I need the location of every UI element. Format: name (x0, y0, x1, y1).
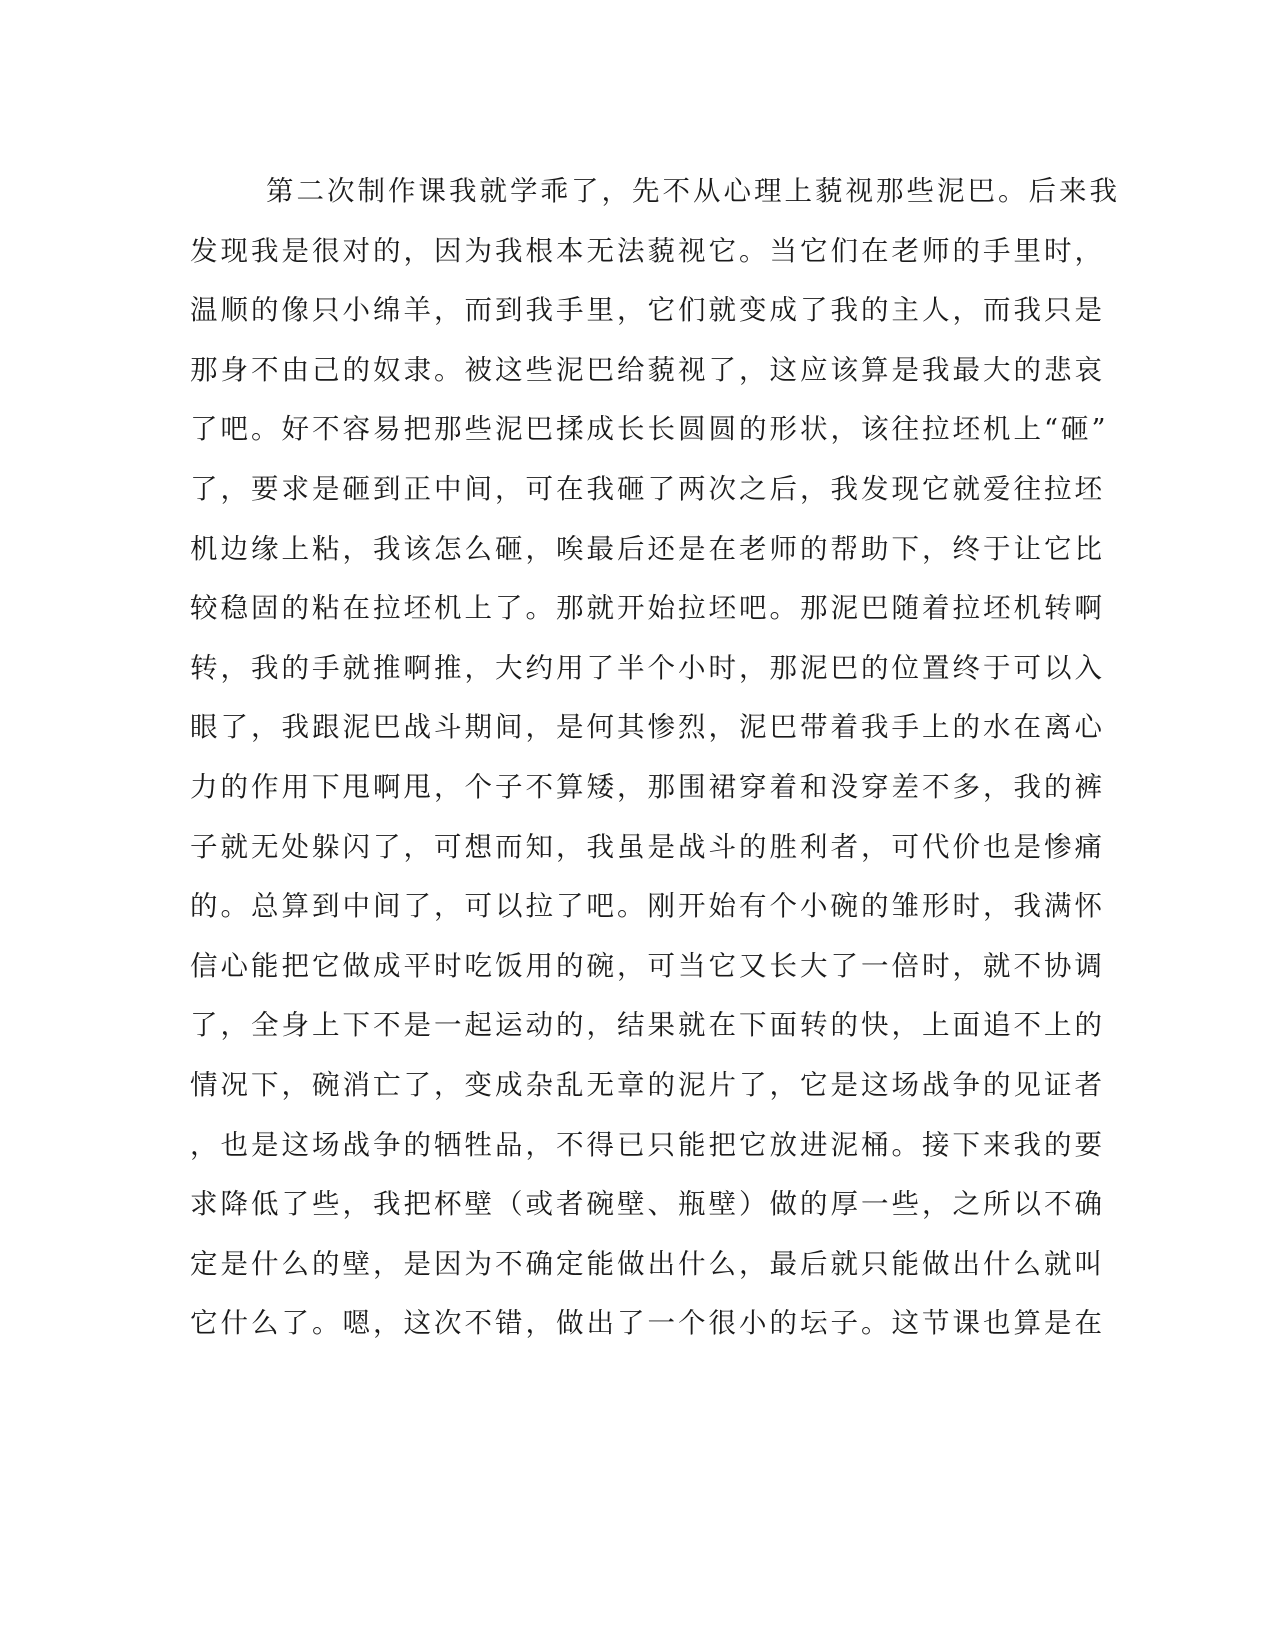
text-line: 它什么了。嗯，这次不错，做出了一个很小的坛子。这节课也算是在 (190, 1307, 1105, 1340)
text-line: 了，要求是砸到正中间，可在我砸了两次之后，我发现它就爱往拉坯 (190, 472, 1105, 505)
text-line: 了，全身上下不是一起运动的，结果就在下面转的快，上面追不上的 (190, 1009, 1105, 1042)
text-line: 求降低了些，我把杯壁（或者碗壁、瓶壁）做的厚一些，之所以不确 (190, 1188, 1105, 1221)
text-line: 温顺的像只小绵羊，而到我手里，它们就变成了我的主人，而我只是 (190, 294, 1105, 327)
text-line: ，也是这场战争的牺牲品，不得已只能把它放进泥桶。接下来我的要 (190, 1128, 1105, 1161)
text-line: 那身不由己的奴隶。被这些泥巴给藐视了，这应该算是我最大的悲哀 (190, 353, 1105, 386)
text-line: 子就无处躲闪了，可想而知，我虽是战斗的胜利者，可代价也是惨痛 (190, 830, 1105, 863)
text-line: 的。总算到中间了，可以拉了吧。刚开始有个小碗的雏形时，我满怀 (190, 890, 1105, 923)
text-line: 眼了，我跟泥巴战斗期间，是何其惨烈，泥巴带着我手上的水在离心 (190, 711, 1105, 744)
text-line: 力的作用下甩啊甩，个子不算矮，那围裙穿着和没穿差不多，我的裤 (190, 770, 1105, 803)
text-line: 定是什么的壁，是因为不确定能做出什么，最后就只能做出什么就叫 (190, 1247, 1105, 1280)
text-line: 信心能把它做成平时吃饭用的碗，可当它又长大了一倍时，就不协调 (190, 949, 1105, 982)
text-line: 转，我的手就推啊推，大约用了半个小时，那泥巴的位置终于可以入 (190, 651, 1105, 684)
text-line: 情况下，碗消亡了，变成杂乱无章的泥片了，它是这场战争的见证者 (190, 1068, 1105, 1101)
text-line: 发现我是很对的，因为我根本无法藐视它。当它们在老师的手里时， (190, 234, 1105, 267)
body-paragraph (190, 162, 1120, 1354)
text-line: 机边缘上粘，我该怎么砸，唉最后还是在老师的帮助下，终于让它比 (190, 532, 1105, 565)
text-line: 了吧。好不容易把那些泥巴揉成长长圆圆的形状，该往拉坯机上“砸” (190, 413, 1109, 446)
text-line: 第二次制作课我就学乖了，先不从心理上藐视那些泥巴。后来我 (266, 175, 1120, 207)
text-line: 较稳固的粘在拉坯机上了。那就开始拉坯吧。那泥巴随着拉坯机转啊 (190, 592, 1105, 625)
